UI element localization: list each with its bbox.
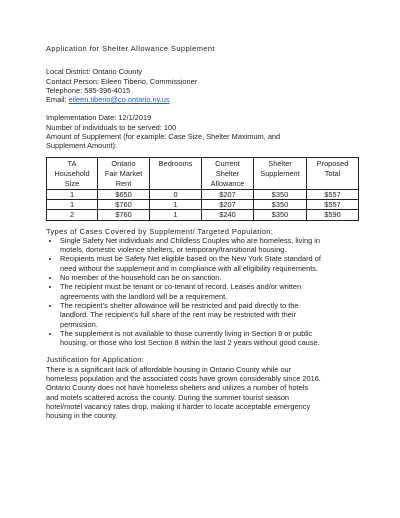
table-cell: 1: [150, 210, 202, 220]
contact-block: [46, 67, 358, 104]
table-cell: 2: [47, 210, 98, 220]
types-list: [46, 236, 358, 348]
justification-line: There is a significant lack of affordable housing in Ontario County while our: [46, 364, 292, 374]
list-item: • The recipient must be tenant or co-tenant of record. Leases and/or written agreements with the landlord will be a requirement.: [60, 282, 358, 301]
table-cell: 0: [150, 189, 202, 199]
table-row: [47, 210, 359, 220]
header-bedrooms: Bedrooms: [150, 157, 202, 189]
list-item: • No member of the household can be on sanction.: [60, 273, 358, 282]
amount-line-1: Amount of Supplement (for example: Case Size, Shelter Maximum, and: [46, 132, 281, 142]
table-cell: $760: [98, 199, 150, 209]
header-shelter-supplement: Shelter Supplement: [254, 157, 307, 189]
header-fair-market-rent: Ontario Fair Market Rent: [98, 157, 150, 189]
local-district: Local District: Ontario County: [46, 67, 143, 77]
supplement-table: [46, 157, 359, 221]
email-line: [46, 95, 358, 104]
header-current-shelter-allowance: Current Shelter Allowance: [202, 157, 254, 189]
justification-line: housing in the county.: [46, 411, 118, 421]
list-item: • Single Safety Net individuals and Childless Couples who are homeless, living in motels, domestic violence shelters, or temporary/transitional housing.: [60, 236, 358, 255]
table-cell: $350: [254, 210, 307, 220]
justification-heading: Justification for Application:: [46, 355, 145, 365]
header-proposed-total: Proposed Total: [307, 157, 359, 189]
document-content: [46, 44, 358, 421]
implementation-block: [46, 113, 358, 150]
table-cell: $207: [202, 199, 254, 209]
list-item: • The recipient’s shelter allowance will be restricted and paid directly to the landlord. The recipient’s full share of the rent may be restricted with their permission.: [60, 301, 358, 329]
implementation-date: Implementation Date: 12/1/2019: [46, 113, 152, 123]
telephone: Telephone: 585-396-4015: [46, 85, 131, 95]
table-cell: $557: [307, 199, 359, 209]
table-cell: 1: [47, 199, 98, 209]
table-cell: 1: [150, 199, 202, 209]
table-cell: $207: [202, 189, 254, 199]
table-cell: $760: [98, 210, 150, 220]
email-label: Email:: [46, 95, 67, 105]
list-item: • Recipients must be Safety Net eligible based on the New York State standard of need without the supplement and in compliance with all eligibility requirements.: [60, 254, 358, 273]
list-item: • The supplement is not available to those currently living in Section 8 or public housing, or those who lost Section 8 within the last 2 years without good cause.: [60, 329, 358, 348]
types-heading: Types of Cases Covered by Supplement/ Targeted Population:: [46, 226, 274, 236]
table-row: [47, 199, 359, 209]
table-cell: $350: [254, 189, 307, 199]
table-header-row: [47, 157, 359, 189]
justification-body: [46, 365, 358, 421]
table-cell: 1: [47, 189, 98, 199]
table-cell: $557: [307, 189, 359, 199]
justification-line: hotel/motel vacancy rates drop, making it harder to locate acceptable emergency: [46, 401, 311, 411]
table-cell: $590: [307, 210, 359, 220]
justification-line: homeless population and the associated costs have grown considerably since 2016.: [46, 374, 321, 384]
contact-person: Contact Person: Eileen Tiberio, Commissioner: [46, 76, 198, 86]
justification-line: Ontario County does not have homeless shelters and utilizes a number of hotels: [46, 383, 309, 393]
table-cell: $350: [254, 199, 307, 209]
email-link[interactable]: eileen.tiberio@co.ontario.ny.us: [68, 95, 170, 105]
amount-line-2: Supplement Amount):: [46, 141, 118, 151]
justification-line: and motels scattered across the county. During the summer tourist season: [46, 392, 290, 402]
document-title: Application for Shelter Allowance Supplement: [46, 44, 215, 53]
individuals-served: Number of individuals to be served: 100: [46, 122, 177, 132]
table-row: [47, 189, 359, 199]
table-cell: $650: [98, 189, 150, 199]
header-ta-household-size: TA Household Size: [47, 157, 98, 189]
table-cell: $240: [202, 210, 254, 220]
